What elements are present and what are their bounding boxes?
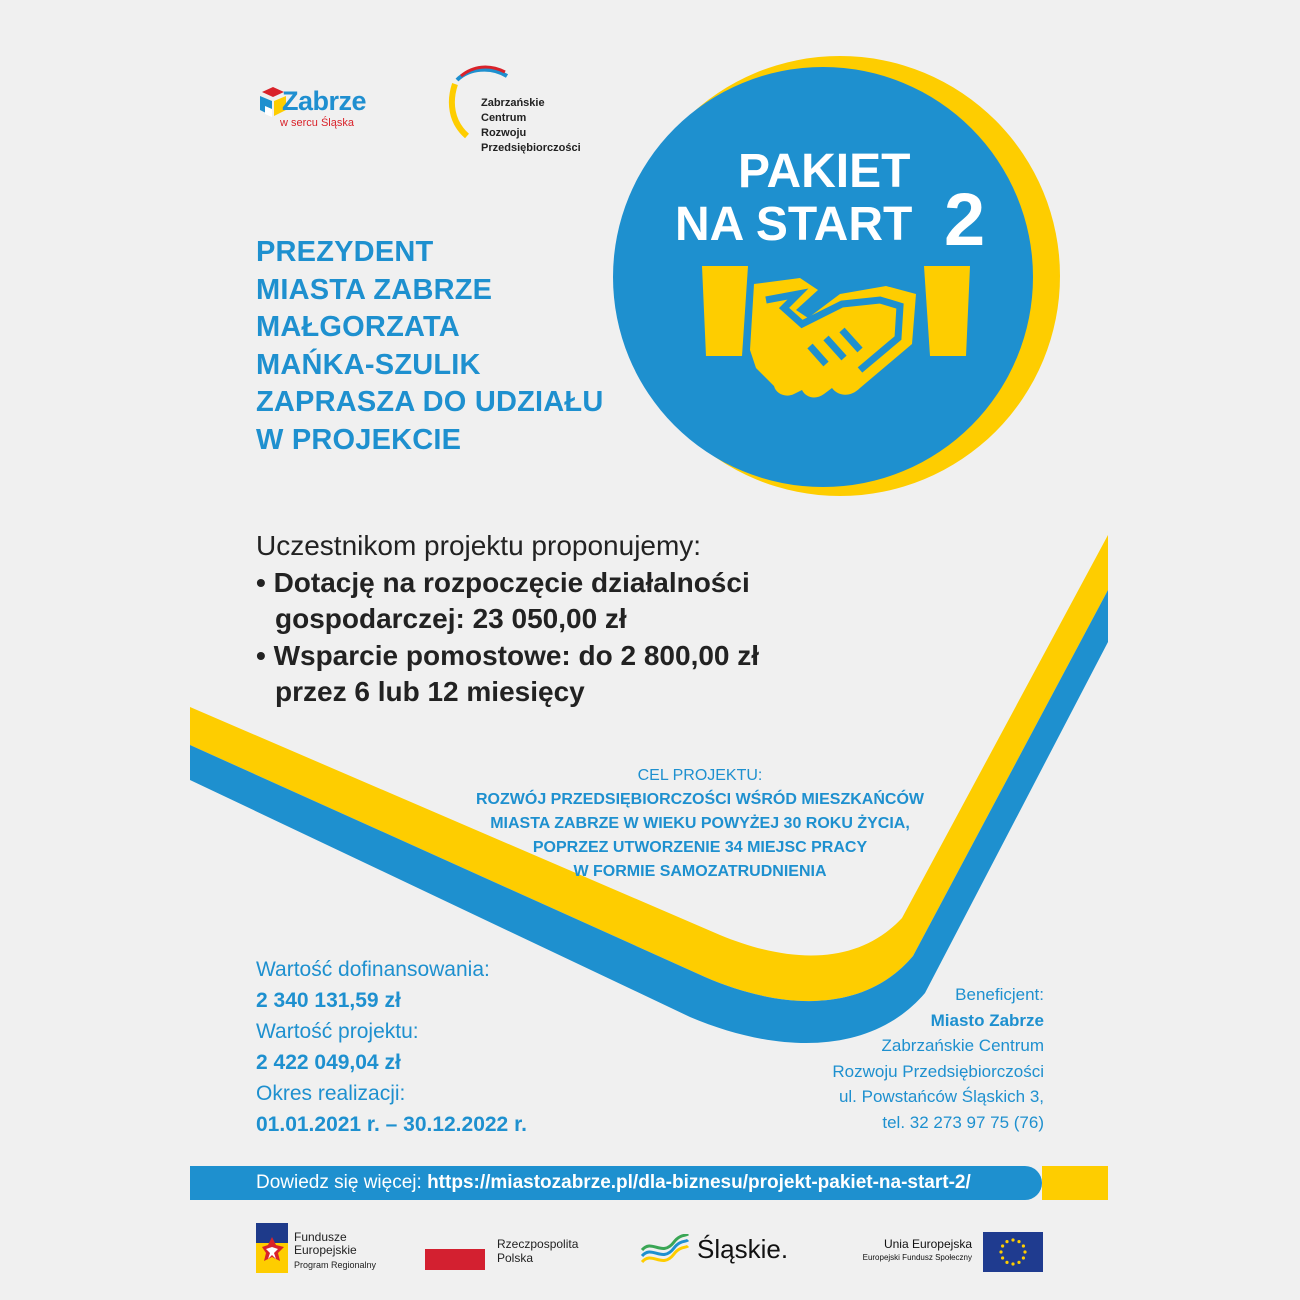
headline-line: MAŁGORZATA [256,311,460,343]
offer-item [256,638,759,711]
beneficiary-label: Beneficjent: [955,985,1044,1004]
headline [256,234,603,459]
period-label: Okres realizacji: [256,1082,406,1105]
ue-logo-line1: Unia Europejska [883,1237,972,1251]
beneficiary-info [832,982,1044,1135]
goal-line: W FORMIE SAMOZATRUDNIENIA [573,863,827,880]
project-goal [430,764,970,884]
learn-more-link[interactable]: https://miastozabrze.pl/dla-biznesu/projekt-pakiet-na-start-2/ [427,1172,971,1193]
offer-item-line: gospodarczej: 23 050,00 zł [275,603,627,634]
goal-line: ROZWÓJ PRZEDSIĘBIORCZOŚCI WŚRÓD MIESZKAŃCÓW [476,791,924,808]
goal-title: CEL PROJEKTU: [637,767,763,784]
slaskie-logo [640,1230,810,1270]
fundusze-europejskie-logo [256,1223,396,1275]
goal-line: MIASTA ZABRZE W WIEKU POWYŻEJ 30 ROKU ŻYCIA, [490,815,910,832]
rp-logo-line1: Rzeczpospolita [497,1237,579,1251]
headline-line: W PROJEKCIE [256,423,462,456]
polish-flag-icon [425,1238,485,1270]
project-value: 2 422 049,04 zł [256,1051,401,1074]
badge-number: 2 [944,178,986,261]
beneficiary-line: tel. 32 273 97 75 (76) [882,1112,1044,1132]
learn-more-text [256,1172,971,1194]
rzeczpospolita-logo [425,1238,605,1274]
offer-item-line: przez 6 lub 12 miesięcy [275,676,585,707]
offer-item [256,565,759,638]
fe-logo-line1: Fundusze [294,1230,347,1244]
headline-line: MAŃKA-SZULIK [256,348,481,381]
headline-line: PREZYDENT [256,236,434,268]
fe-logo-line3: Program Regionalny [294,1260,377,1270]
eu-flag-icon [983,1232,1043,1272]
offer-section [256,528,759,711]
beneficiary-line: Zabrzańskie Centrum [881,1036,1044,1055]
goal-line: POPRZEZ UTWORZENIE 34 MIEJSC PRACY [532,839,868,856]
offer-item-line: • Wsparcie pomostowe: do 2 800,00 zł [256,639,760,671]
badge-title-line1: PAKIET [738,145,911,198]
zcrp-logo-text [481,96,581,156]
ue-logo-line2: Europejski Fundusz Społeczny [862,1253,972,1262]
learn-more-label: Dowiedz się więcej: [256,1172,428,1193]
badge-title-line2: NA START [675,198,913,251]
headline-line: MIASTA ZABRZE [256,273,493,306]
zabrze-logo-tagline: w sercu Śląska [280,117,354,129]
zcrp-logo-line: Przedsiębiorczości [481,142,581,154]
offer-item-line: • Dotację na rozpoczęcie działalności [256,566,750,598]
funding-value: 2 340 131,59 zł [256,989,401,1012]
project-value-label: Wartość projektu: [256,1020,419,1043]
finance-info [256,954,527,1140]
unia-europejska-logo [846,1232,1046,1274]
fe-logo-line2: Europejskie [294,1243,357,1257]
funding-label: Wartość dofinansowania: [256,958,490,981]
zcrp-logo-line: Zabrzańskie [481,97,545,109]
slaskie-logo-name: Śląskie. [697,1234,789,1264]
period-value: 01.01.2021 r. – 30.12.2022 r. [256,1113,527,1136]
beneficiary-line: Rozwoju Przedsiębiorczości [832,1061,1044,1081]
zcrp-logo-line: Rozwoju [481,127,527,139]
zcrp-logo-line: Centrum [481,112,527,124]
beneficiary-line: ul. Powstańców Śląskich 3, [838,1087,1044,1106]
handshake-icon [700,264,972,404]
beneficiary-name: Miasto Zabrze [930,1010,1044,1030]
zabrze-logo-name: Zabrze [282,86,367,116]
headline-line: ZAPRASZA DO UDZIAŁU [256,386,604,418]
fe-star-icon [256,1223,288,1273]
slaskie-wave-icon [640,1234,690,1268]
rp-logo-line2: Polska [497,1251,534,1265]
offer-intro: Uczestnikom projektu proponujemy: [256,530,702,561]
